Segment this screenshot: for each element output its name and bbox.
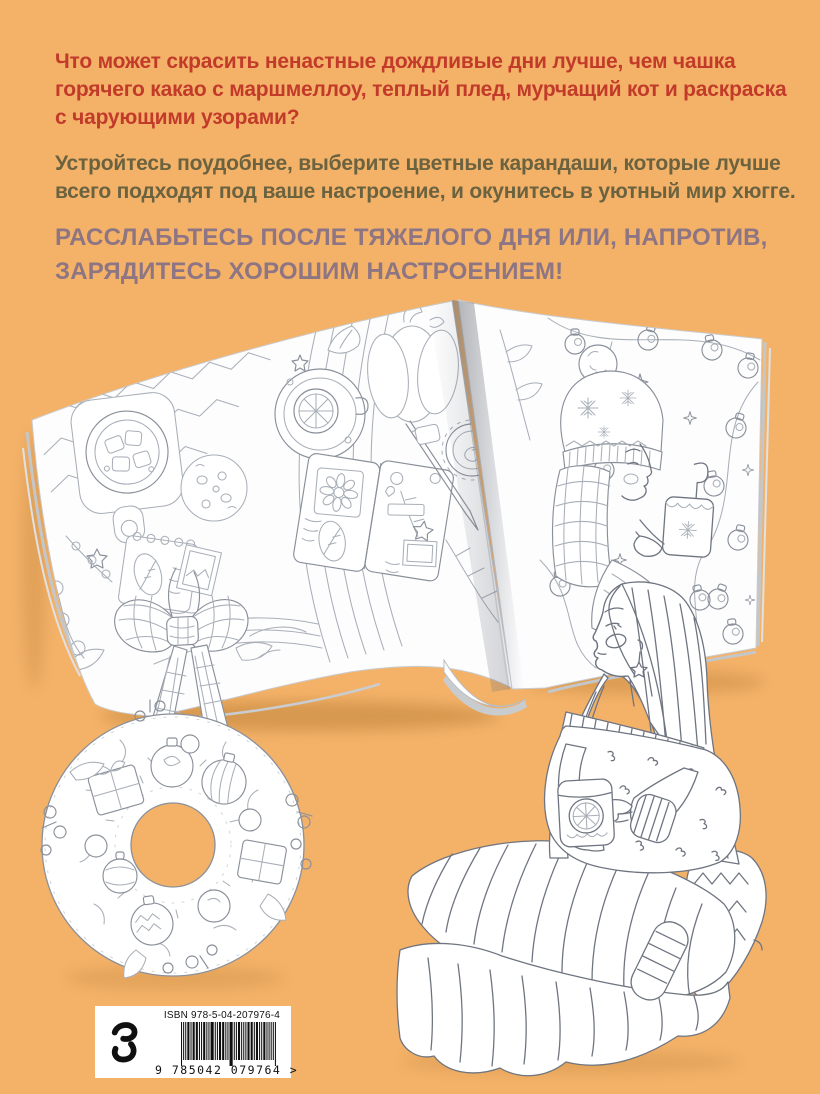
instruction-line: Устройтесь поудобнее, выберите цветные карандаши, которые лучше [55, 152, 781, 175]
isbn-label: ISBN 978-5-04-207976-4 [163, 1010, 281, 1021]
isbn-barcode-block [95, 1006, 299, 1078]
eksmo-logo-icon [107, 1018, 141, 1064]
cta-line: РАССЛАБЬТЕСЬ ПОСЛЕ ТЯЖЕЛОГО ДНЯ ИЛИ, НАПРОТИВ, [55, 224, 768, 251]
intro-paragraph [55, 48, 787, 132]
instruction-paragraph [55, 150, 796, 206]
cta-paragraph [55, 221, 780, 289]
intro-line: Что может скрасить ненастные дождливые дни лучше, чем чашка [55, 50, 736, 73]
intro-line: горячего какао с маршмеллоу, теплый плед, мурчащий кот и раскраска [55, 78, 787, 101]
journal-doodle [293, 449, 455, 584]
wreath-illustration [41, 700, 312, 978]
instruction-line: всего подходят под ваше настроение, и окунитесь в уютный мир хюгге. [55, 180, 796, 203]
cookie-doodle [181, 455, 247, 521]
intro-line: с чарующими узорами? [55, 106, 300, 129]
lemon-mug [557, 779, 614, 848]
ean-digits: 9 785042 079764 > [155, 1063, 299, 1077]
barcode-bars [181, 1022, 277, 1066]
cta-line: ЗАРЯДИТЕСЬ ХОРОШИМ НАСТРОЕНИЕМ! [55, 258, 564, 285]
